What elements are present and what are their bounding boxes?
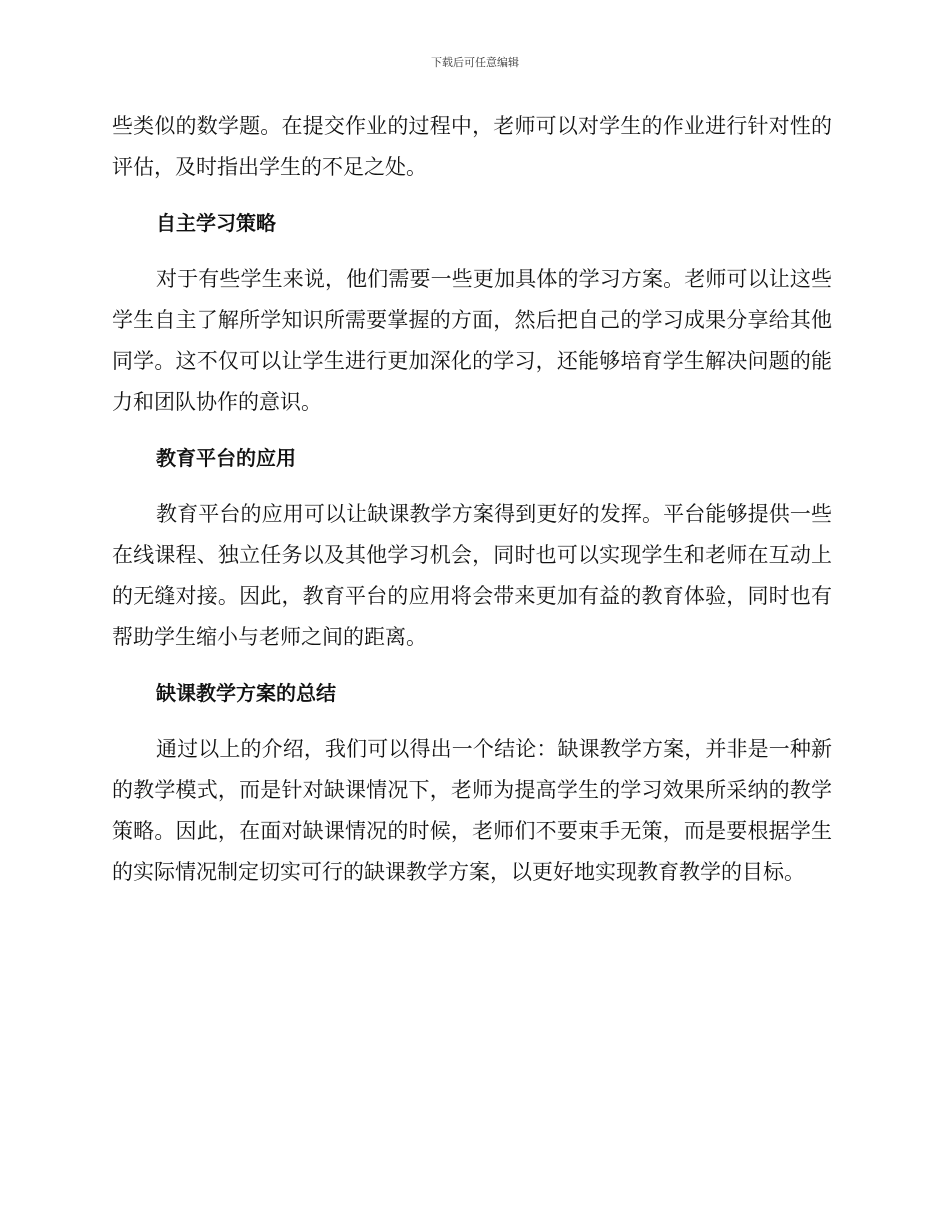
page-header: 下载后可任意编辑 xyxy=(431,56,519,69)
paragraph-self-study: 对于有些学生来说，他们需要一些更加具体的学习方案。老师可以让这些学生自主了解所学知识所需要掌握的方面，然后把自己的学习成果分享给其他同学。这不仅可以让学生进行更加深化的学习，还能够培育学生解决问题的能力和团队协作的意识。 xyxy=(112,267,832,414)
section-heading-self-study: 自主学习策略 xyxy=(156,211,276,235)
paragraph-continued: 些类似的数学题。在提交作业的过程中，老师可以对学生的作业进行针对性的评估，及时指出学生的不足之处。 xyxy=(112,114,832,179)
section-heading-platform: 教育平台的应用 xyxy=(156,446,296,470)
paragraph-summary: 通过以上的介绍，我们可以得出一个结论：缺课教学方案，并非是一种新的教学模式，而是针对缺课情况下，老师为提高学生的学习效果所采纳的教学策略。因此，在面对缺课情况的时候，老师们不要束手无策，而是要根据学生的实际情况制定切实可行的缺课教学方案，以更好地实现教育教学的目标。 xyxy=(112,737,832,884)
paragraph-platform: 教育平台的应用可以让缺课教学方案得到更好的发挥。平台能够提供一些在线课程、独立任务以及其他学习机会，同时也可以实现学生和老师在互动上的无缝对接。因此，教育平台的应用将会带来更加有益的教育体验，同时也有帮助学生缩小与老师之间的距离。 xyxy=(112,502,832,649)
document-body xyxy=(112,106,832,908)
section-heading-summary: 缺课教学方案的总结 xyxy=(156,681,336,705)
